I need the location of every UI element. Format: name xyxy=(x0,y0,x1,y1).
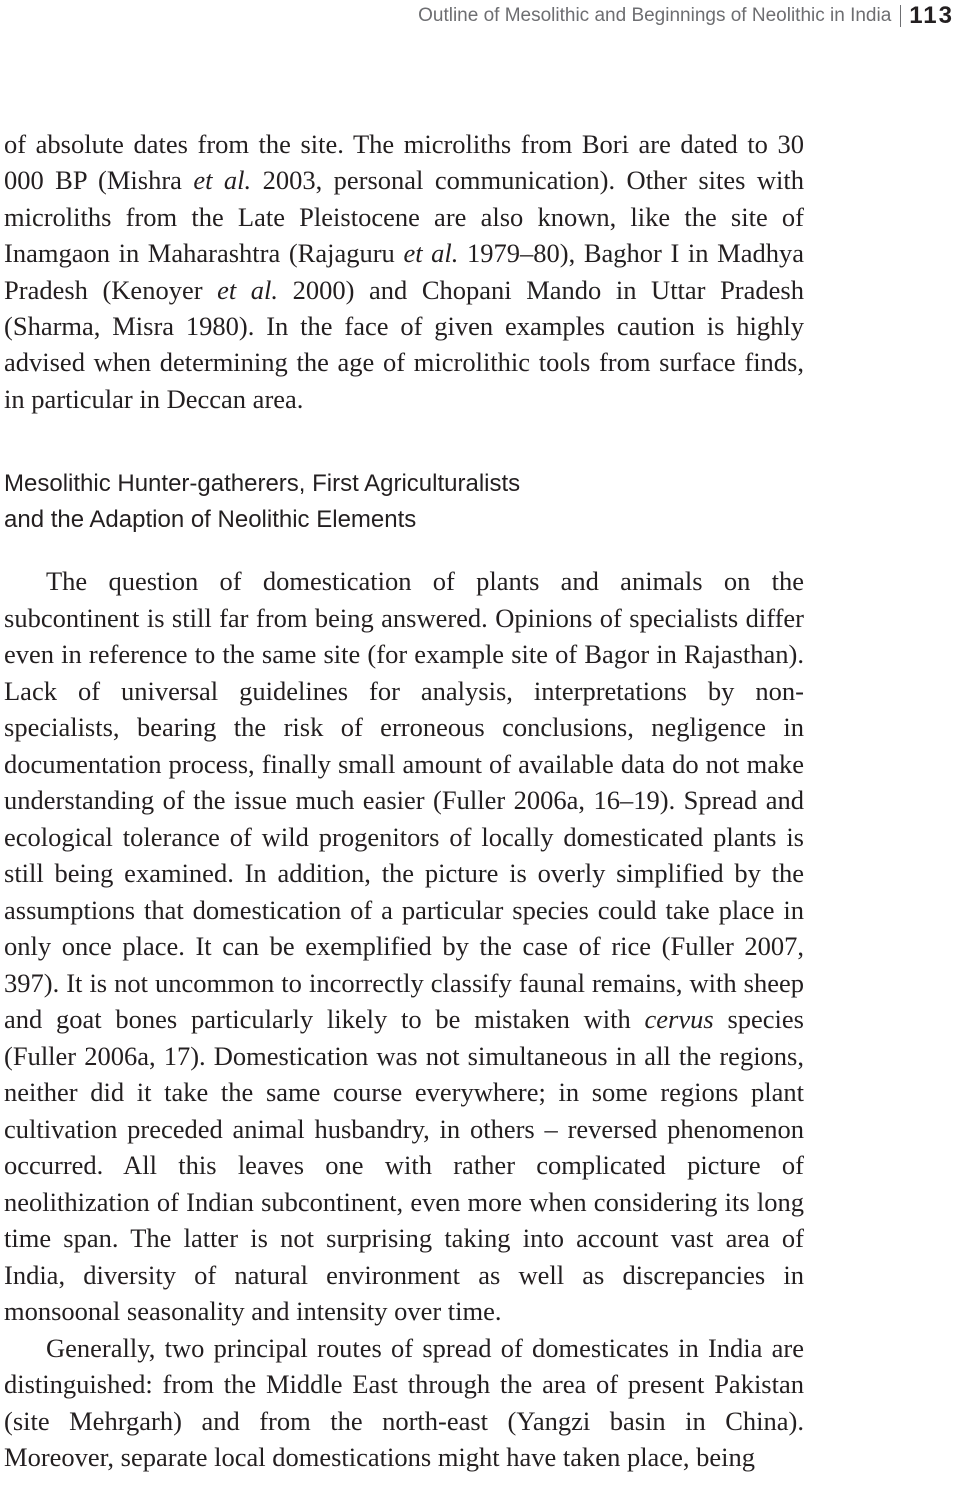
running-title: Outline of Mesolithic and Beginnings of Neolithic in India xyxy=(418,5,892,26)
running-head xyxy=(418,4,954,28)
paragraph-1-text-d: 2000) and Chopani Mando in Uttar Pradesh (Sharma, Misra 1980). In the face of given examples caution is highly advised when determining the age of microlithic tools from surface finds, in particular in Deccan area. xyxy=(4,274,804,414)
section-heading-line-1: Mesolithic Hunter-gatherers, First Agriculturalists xyxy=(4,470,521,497)
paragraph-continued xyxy=(4,126,804,417)
section-heading xyxy=(4,466,764,538)
paragraph-3: Generally, two principal routes of spread of domesticates in India are distinguished: from the Middle East through the area of present Pakistan (site Mehrgarh) and from the north-east (Yangzi basin in China). Moreover, separate local domestications might have taken place, being xyxy=(4,1332,804,1472)
paragraph-1-italic-a: et al. xyxy=(193,165,252,196)
paragraph-1-text-c: 1979–80), Baghor I in Madhya Pradesh (Kenoyer xyxy=(4,238,804,305)
page-number: 113 xyxy=(909,2,954,29)
paragraph-2-italic: cervus xyxy=(644,1004,714,1034)
paragraph-1-italic-c: et al. xyxy=(217,274,279,305)
paragraph-2 xyxy=(4,563,804,1330)
paragraph-2-text-a: The question of domestication of plants and animals on the subcontinent is still far from being answered. Opinions of specialists differ even in reference to the same site (for example site of Bagor in Rajasthan). Lack of universal guidelines for analysis, interpretations by non-specialists, bearing the risk of erroneous conclusions, negligence in documentation process, finally small amount of available data do not make understanding of the issue much easier (Fuller 2006a, 16–19). Spread and ecological tolerance of wild progenitors of locally domesticated plants is still being examined. In addition, the picture is overly simplified by the assumptions that domestication of a particular species could take place in only once place. It can be exemplified by the case of rice (Fuller 2007, 397). It is not uncommon to incorrectly classify faunal remains, with sheep and goat bones particularly likely to be mistaken with xyxy=(4,566,804,1034)
paragraph-1-italic-b: et al. xyxy=(403,238,459,269)
paragraph-1 xyxy=(4,126,804,417)
section-body xyxy=(4,563,804,1476)
paragraph-2-text-b: species (Fuller 2006a, 17). Domestication was not simultaneous in all the regions, neither did it take the same course everywhere; in some regions plant cultivation preceded animal husbandry, in others – reversed phenomenon occurred. All this leaves one with rather complicated picture of neolithization of Indian subcontinent, even more when considering its long time span. The latter is not surprising taking into account vast area of India, diversity of natural environment as well as discrepancies in monsoonal seasonality and intensity over time. xyxy=(4,1004,804,1326)
paragraph-1-text-b: 2003, personal communication). Other sites with microliths from the Late Pleistocene are also known, like the site of Inamgaon in Maharashtra (Rajaguru xyxy=(4,165,804,269)
section-heading-line-2: and the Adaption of Neolithic Elements xyxy=(4,506,417,533)
running-head-divider xyxy=(900,5,901,27)
paragraph-1-text-a: of absolute dates from the site. The microliths from Bori are dated to 30 000 BP (Mishra xyxy=(4,129,804,196)
